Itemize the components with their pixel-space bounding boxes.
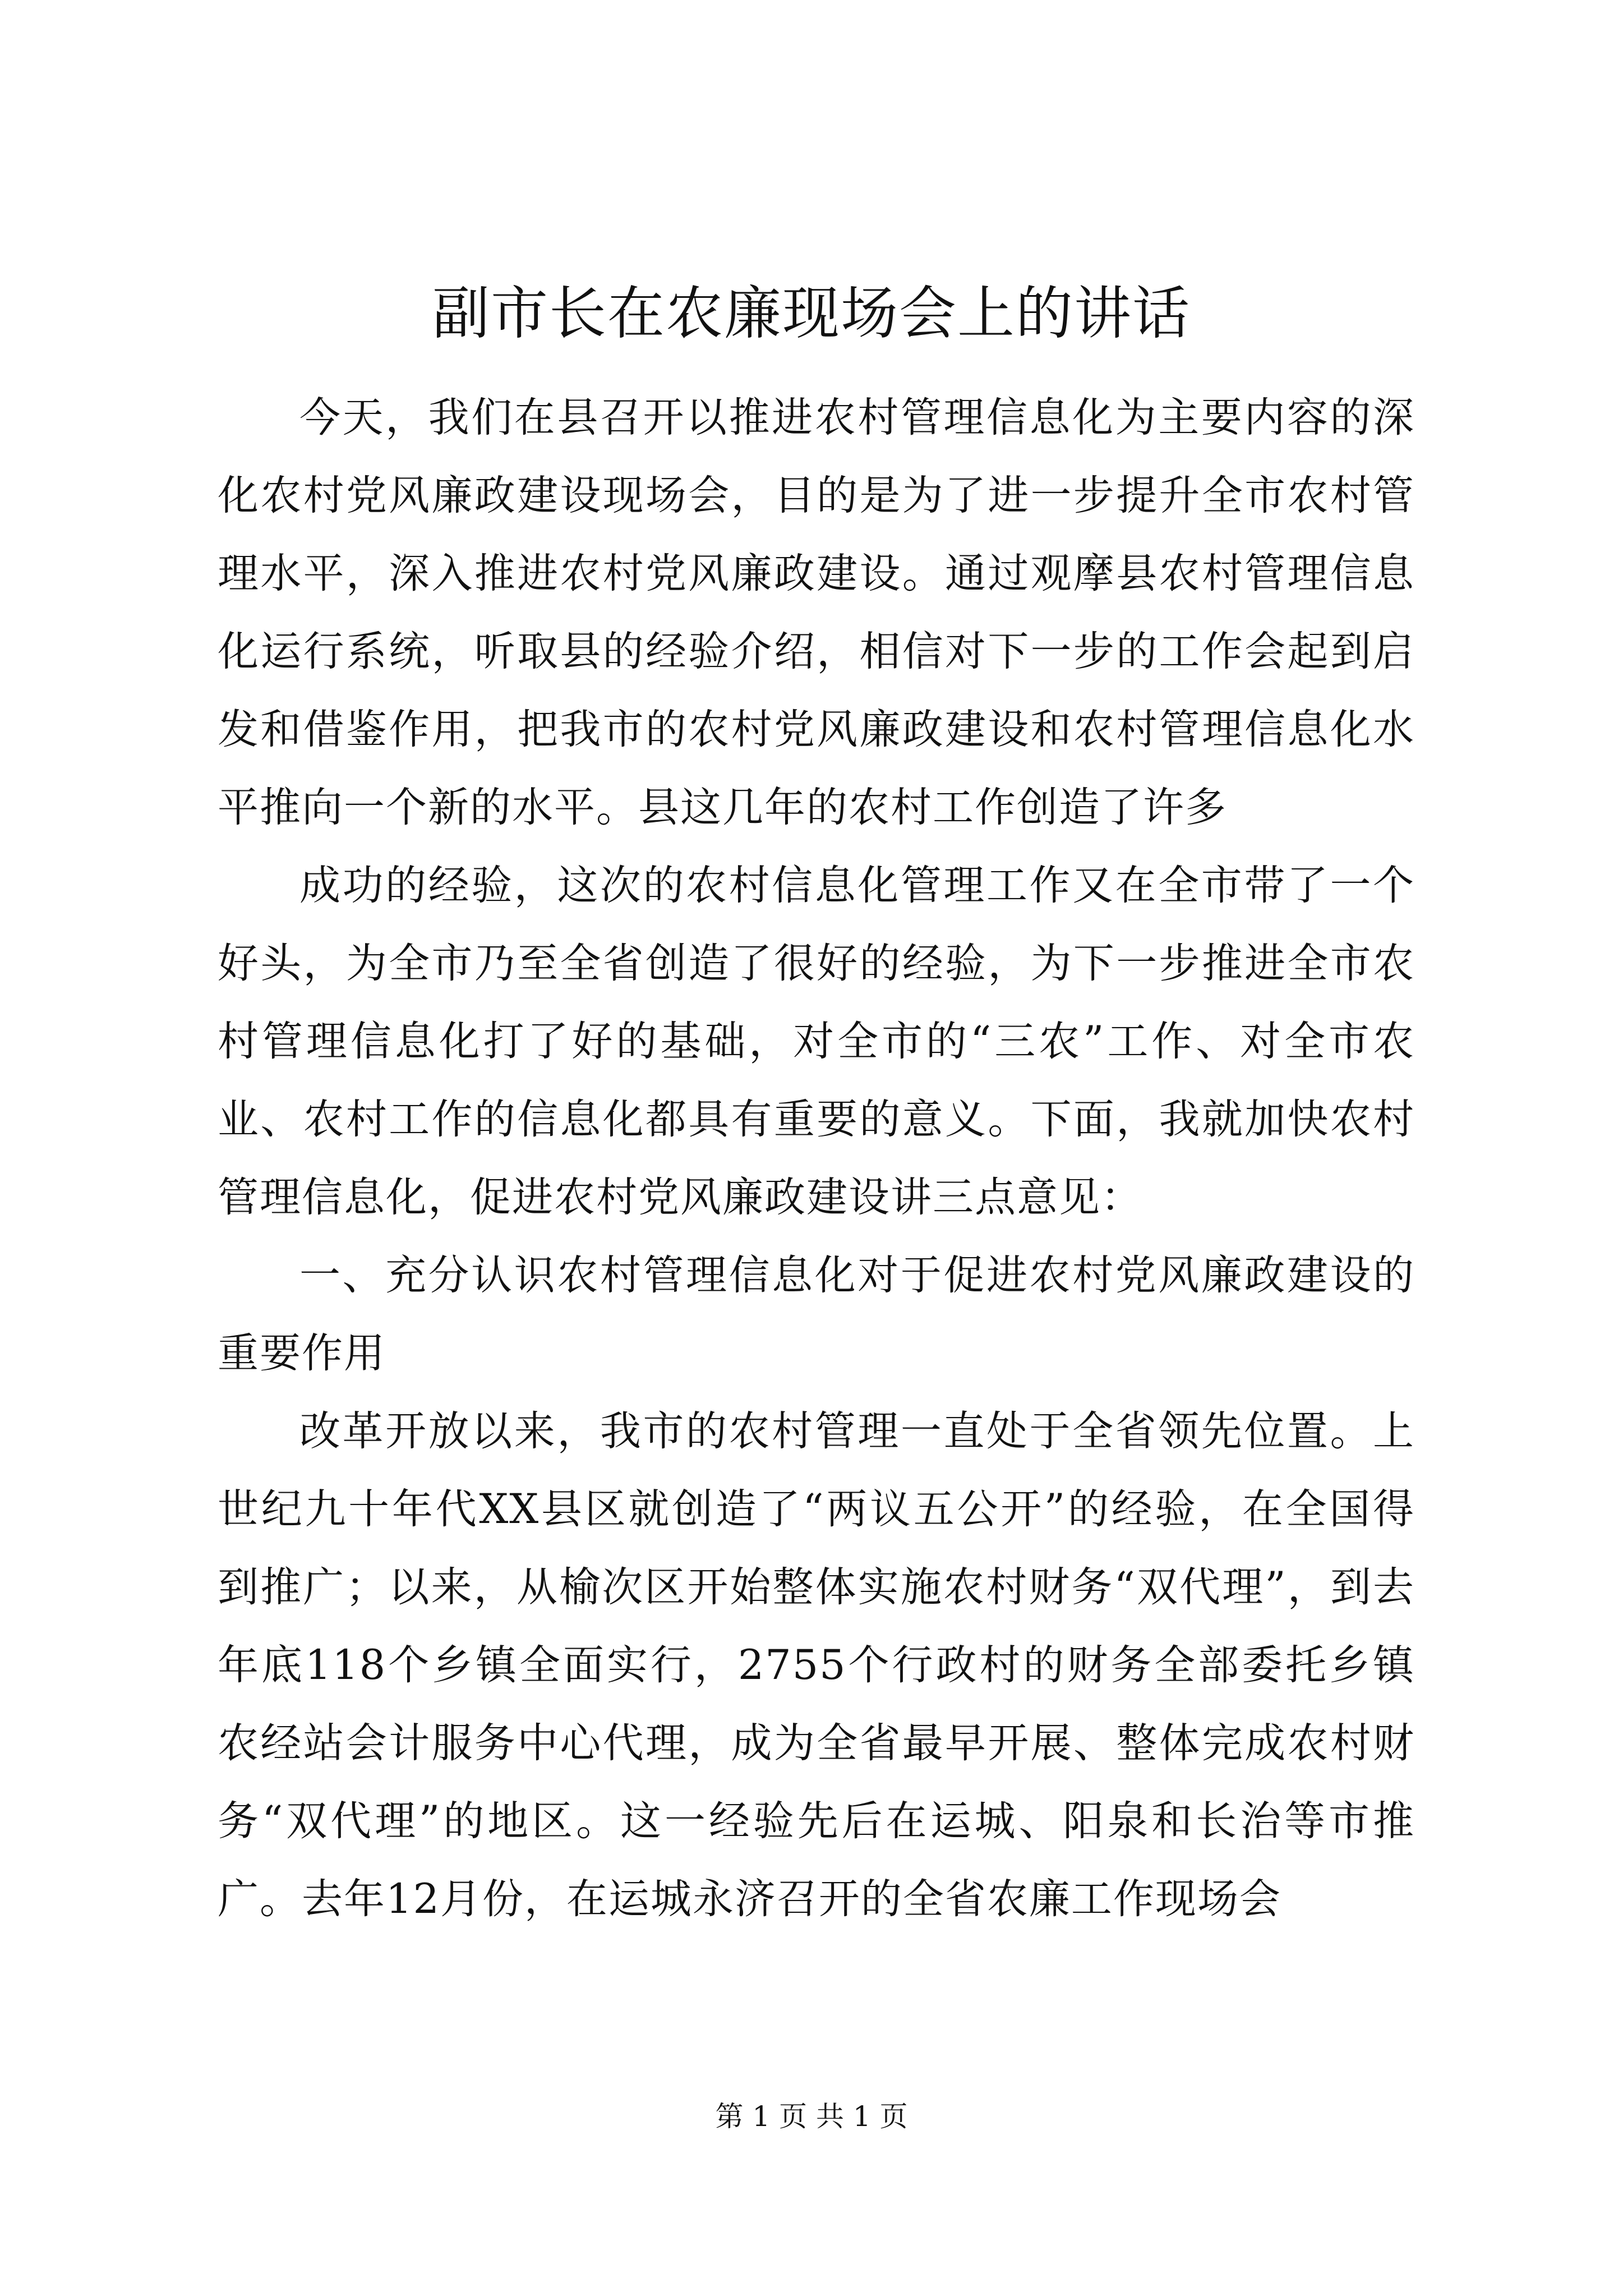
section-heading: 一、充分认识农村管理信息化对于促进农村党风廉政建设的重要作用 [218,1251,1415,1377]
document-body [218,379,1415,1938]
paragraph: 成功的经验，这次的农村信息化管理工作又在全市带了一个好头，为全市乃至全省创造了很好的经验，为下一步推进全市农村管理信息化打了好的基础，对全市的“三农”工作、对全市农业、农村工作的信息化都具有重要的意义。下面，我就加快农村管理信息化，促进农村党风廉政建设讲三点意见： [218,862,1415,1221]
paragraph: 改革开放以来，我市的农村管理一直处于全省领先位置。上世纪九十年代XX县区就创造了“两议五公开”的经验，在全国得到推广；以来，从榆次区开始整体实施农村财务“双代理”，到去年底118个乡镇全面实行，2755个行政村的财务全部委托乡镇农经站会计服务中心代理，成为全省最早开展、整体完成农村财务“双代理”的地区。这一经验先后在运城、阳泉和长治等市推广。去年12月份，在运城永济召开的全省农廉工作现场会 [218,1407,1415,1923]
page-footer: 第 1 页 共 1 页 [715,2100,908,2133]
document-title: 副市长在农廉现场会上的讲话 [432,280,1191,347]
paragraph: 今天，我们在县召开以推进农村管理信息化为主要内容的深化农村党风廉政建设现场会，目的是为了进一步提升全市农村管理水平，深入推进农村党风廉政建设。通过观摩县农村管理信息化运行系统，听取县的经验介绍，相信对下一步的工作会起到启发和借鉴作用，把我市的农村党风廉政建设和农村管理信息化水平推向一个新的水平。县这几年的农村工作创造了许多 [218,394,1415,831]
